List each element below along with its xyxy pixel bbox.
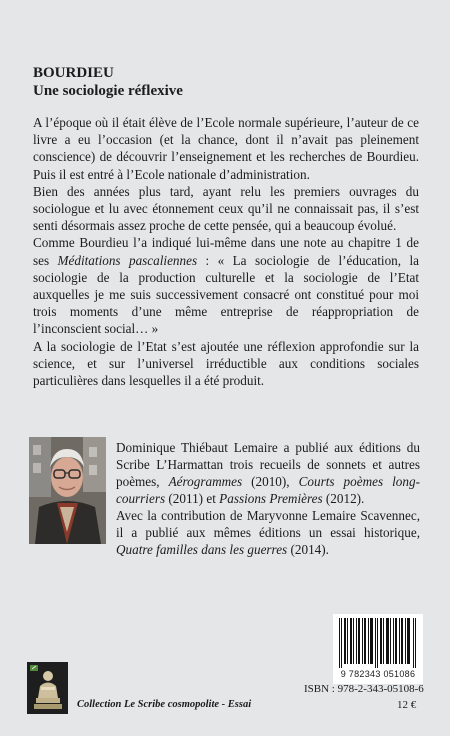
- isbn: ISBN : 978-2-343-05108-6: [304, 683, 424, 695]
- blurb-text: [33, 114, 419, 389]
- author-bio: [116, 439, 420, 558]
- book-title-courts-poemes: Courts poèmes long-courriers: [116, 474, 420, 506]
- book-title-passions: Passions Premières: [219, 491, 323, 506]
- bio-text: (2010),: [242, 474, 299, 489]
- collection-name: Collection Le Scribe cosmopolite - Essai: [77, 699, 252, 710]
- bio-text: Dominique Thiébaut Lemaire a publié aux éditions du Scribe L’Harmattan trois recueils de sonnets et autres poèmes,: [116, 440, 420, 489]
- bio-text: (2011) et: [165, 491, 220, 506]
- book-subtitle: Une sociologie réflexive: [33, 83, 183, 99]
- author-photo: [29, 437, 106, 544]
- barcode-number: 9 782343 051086: [340, 669, 416, 679]
- blurb-paragraph: A la sociologie de l’Etat s’est ajoutée une réflexion approfondie sur la science, et sur l’universel irréductible aux conditions sociales particulières dans lesquelles il a été produit.: [33, 338, 419, 389]
- blurb-paragraph: Bien des années plus tard, ayant relu les premiers ouvrages du sociologue et lu avec étonnement ceux qu’il ne connaissait pas, il s’est senti désormais assez proche de cette pensée, qui a beaucoup évolué.: [33, 183, 419, 234]
- quote-book-title: Méditations pascaliennes: [57, 252, 198, 268]
- quote-text: : « La sociologie de l’éducation, la sociologie de la production culturelle et la sociologie de l’Etat auxquelles je me suis successivement consacré ont constitué pour moi trois moments d’une même entreprise de réappropriation de l’inconscient social… »: [33, 252, 419, 337]
- bio-text: Avec la contribution de Maryvonne Lemaire Scavennec, il a publié aux mêmes éditions un essai historique,: [116, 508, 420, 540]
- book-title-quatre-familles: Quatre familles dans les guerres: [116, 542, 288, 557]
- author-bio-paragraph: [116, 439, 420, 507]
- book-title: BOURDIEU: [33, 65, 114, 81]
- blurb-quote-paragraph: [33, 234, 419, 337]
- title-block: [33, 64, 183, 100]
- blurb-paragraph: A l’époque où il était élève de l’Ecole normale supérieure, l’auteur de ce livre a eu l’occasion (et la chance, dont il n’avait pas pleinement conscience) de découvrir l’enseignement et les recherches de Bourdieu. Puis il est entré à l’Ecole nationale d’administration.: [33, 115, 419, 182]
- author-bio-paragraph: [116, 507, 420, 558]
- quote-intro: Comme Bourdieu l’a indiqué lui-même dans une note au chapitre 1 de ses: [33, 235, 419, 268]
- barcode: [333, 614, 423, 684]
- bio-text: (2012).: [322, 491, 365, 506]
- barcode-bars: [333, 614, 423, 669]
- bio-text: (2014).: [287, 542, 329, 557]
- publisher-logo: [27, 662, 68, 714]
- book-title-aerogrammes: Aérogrammes: [168, 474, 243, 489]
- price: 12 €: [397, 699, 417, 711]
